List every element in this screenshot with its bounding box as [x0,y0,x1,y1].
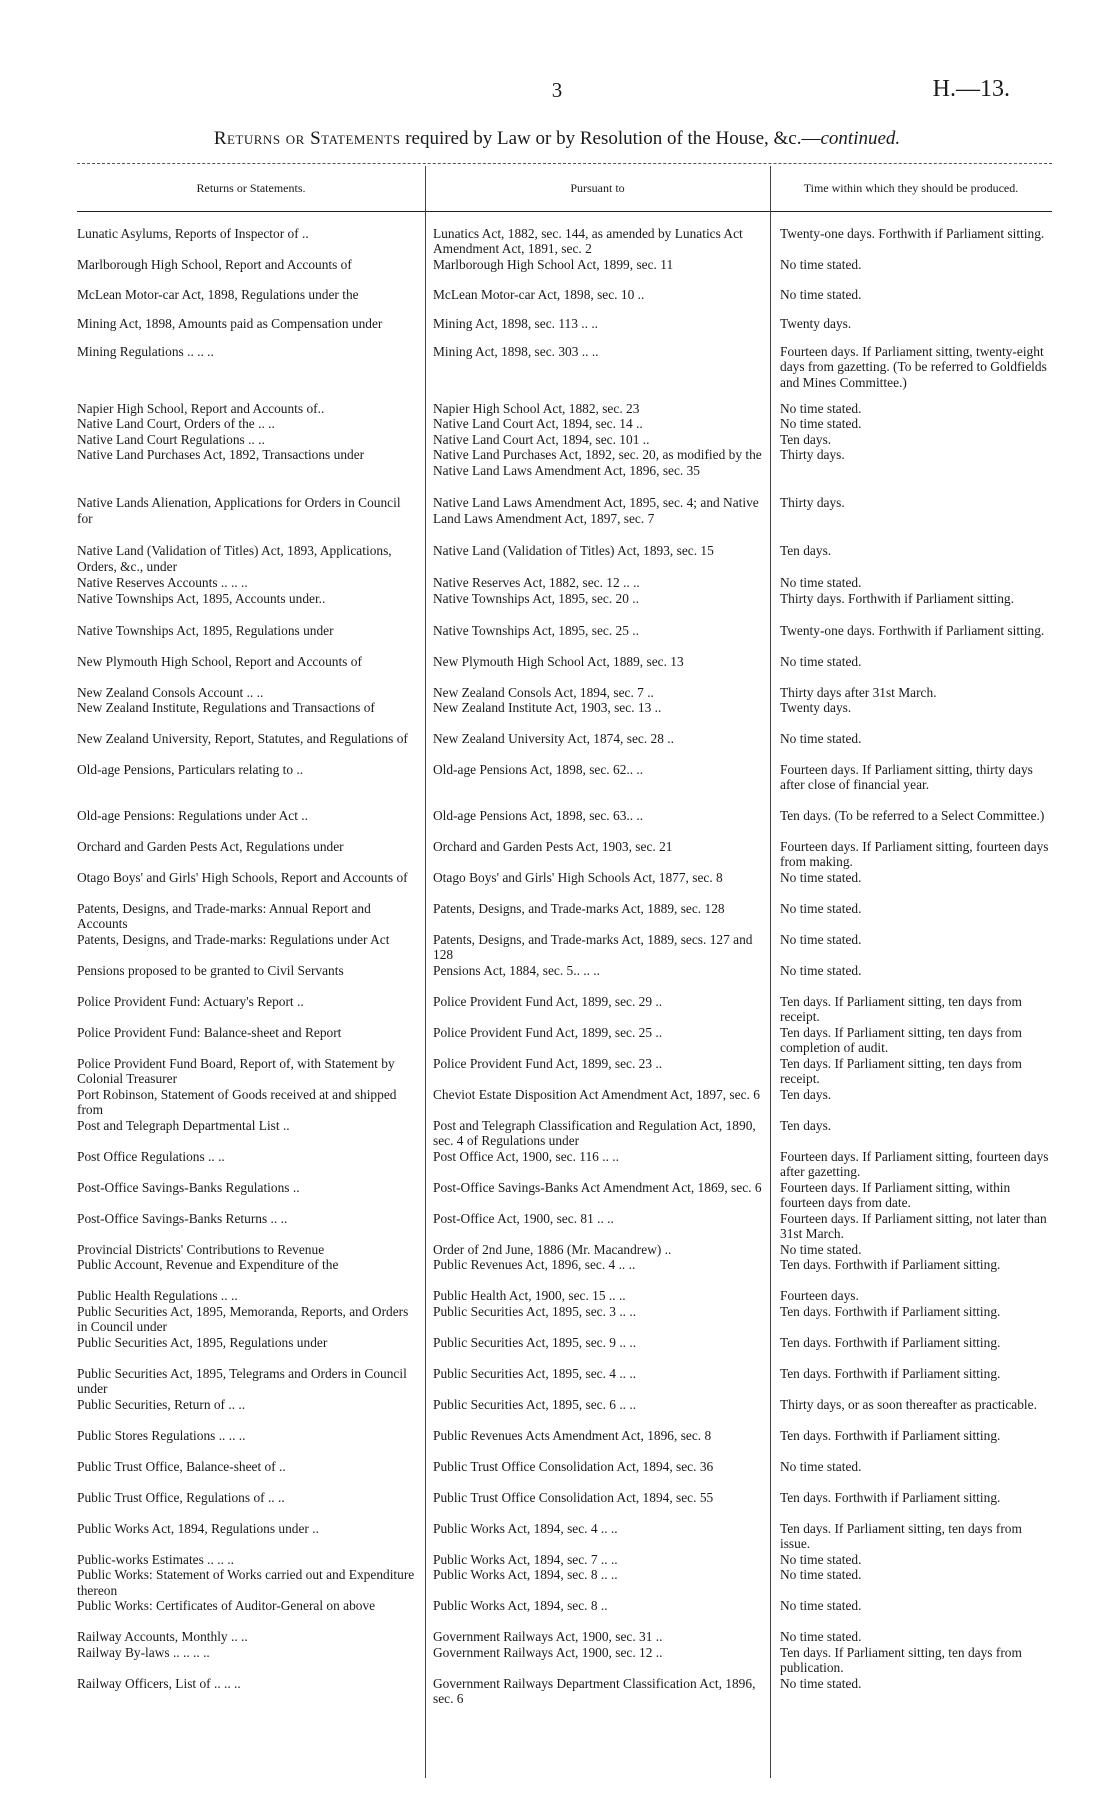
pursuant-cell: Old-age Pensions Act, 1898, sec. 62.. .. [433,762,644,778]
returns-cell: Public Trust Office, Regulations of .. .. [77,1489,285,1505]
time-cell: No time stated. [780,963,862,979]
pursuant-cell: Native Land Laws Amendment Act, 1895, sec. 4; and Native Land Laws Amendment Act, 1897, sec. 7 [433,495,759,526]
returns-cell: Public Securities Act, 1895, Regulations under [77,1334,328,1350]
time-cell: No time stated. [780,416,862,432]
time-cell: No time stated. [780,1675,862,1691]
pursuant-cell: New Zealand University Act, 1874, sec. 28 .. [433,731,674,747]
returns-cell: New Zealand University, Report, Statutes, and Regulations of [77,731,408,747]
table-row [77,1459,1052,1490]
time-cell: Ten days. If Parliament sitting, ten days from issue. [780,1520,1022,1552]
returns-cell: New Zealand Institute, Regulations and Transactions of [77,700,375,716]
time-cell: No time stated. [780,401,862,416]
page-number: 3 [551,78,563,102]
time-cell: No time stated. [780,870,862,886]
returns-cell: Railway Accounts, Monthly .. .. [77,1629,248,1645]
returns-cell: Old-age Pensions, Particulars relating to .. [77,762,304,778]
pursuant-cell: Native Land Court Act, 1894, sec. 101 .. [433,431,650,447]
time-cell: No time stated. [780,1598,862,1614]
table-row [77,401,1052,416]
table-row [77,1257,1052,1288]
pursuant-cell: Order of 2nd June, 1886 (Mr. Macandrew) .. [433,1242,672,1258]
pursuant-cell: Pensions Act, 1884, sec. 5.. .. .. [433,963,601,979]
pursuant-cell: Police Provident Fund Act, 1899, sec. 23 .. [433,1056,663,1072]
table-row [77,287,1052,316]
table-row [77,1056,1052,1087]
page-heading [0,128,1114,150]
pursuant-cell: Post and Telegraph Classification and Regulation Act, 1890, sec. 4 of Regulations under [433,1118,756,1149]
time-cell: Ten days. Forthwith if Parliament sitting. [780,1489,1001,1505]
returns-cell: Post Office Regulations .. .. [77,1149,225,1165]
pursuant-cell: Marlborough High School Act, 1899, sec. 11 [433,257,674,272]
table-row [77,591,1052,623]
time-cell: Ten days. (To be referred to a Select Committee.) [780,808,1045,824]
returns-cell: Railway By-laws .. .. .. .. [77,1644,210,1660]
table-row [77,1149,1052,1180]
returns-cell: New Plymouth High School, Report and Accounts of [77,653,362,669]
time-cell: Ten days. [780,1087,832,1103]
time-cell: Twenty-one days. Forthwith if Parliament sitting. [780,226,1045,241]
time-cell: No time stated. [780,1629,862,1645]
table-row [77,1304,1052,1335]
time-cell: Ten days. If Parliament sitting, ten days from receipt. [780,1056,1022,1087]
pursuant-cell: Post-Office Act, 1900, sec. 81 .. .. [433,1211,614,1227]
returns-cell: Native Land Purchases Act, 1892, Transactions under [77,447,365,463]
returns-cell: Native Townships Act, 1895, Accounts under.. [77,590,326,606]
pursuant-cell: Public Trust Office Consolidation Act, 1894, sec. 55 [433,1489,714,1505]
pursuant-cell: Native Land Court Act, 1894, sec. 14 .. [433,416,643,432]
time-cell: Ten days. Forthwith if Parliament sitting. [780,1427,1001,1443]
pursuant-cell: New Zealand Consols Act, 1894, sec. 7 .. [433,684,654,700]
returns-cell: Public Works: Statement of Works carried out and Expenditure thereon [77,1567,415,1598]
table-row [77,416,1052,431]
pursuant-cell: Government Railways Act, 1900, sec. 12 .. [433,1644,663,1660]
pursuant-cell: Public Securities Act, 1895, sec. 9 .. .. [433,1334,637,1350]
table-row [77,226,1052,257]
returns-cell: Railway Officers, List of .. .. .. [77,1675,241,1691]
returns-cell: Post-Office Savings-Banks Returns .. .. [77,1211,288,1227]
returns-cell: Mining Regulations .. .. .. [77,344,214,359]
table-row [77,1366,1052,1397]
table-row [77,963,1052,994]
pursuant-cell: Public Works Act, 1894, sec. 8 .. .. [433,1567,618,1583]
returns-cell: Police Provident Fund Board, Report of, with Statement by Colonial Treasurer [77,1056,395,1087]
pursuant-cell: Public Revenues Acts Amendment Act, 1896, sec. 8 [433,1427,712,1443]
returns-cell: Old-age Pensions: Regulations under Act .. [77,808,308,824]
time-cell: Ten days. Forthwith if Parliament sitting. [780,1334,1001,1350]
pursuant-cell: McLean Motor-car Act, 1898, sec. 10 .. [433,287,645,302]
pursuant-cell: Public Works Act, 1894, sec. 7 .. .. [433,1551,618,1567]
returns-cell: Public Works: Certificates of Auditor-General on above [77,1598,376,1614]
table-row [77,839,1052,870]
pursuant-cell: Public Securities Act, 1895, sec. 3 .. .. [433,1303,637,1319]
table-row [77,731,1052,762]
column-header-pursuant: Pursuant to [570,180,625,195]
returns-cell: Pensions proposed to be granted to Civil Servants [77,963,344,979]
returns-cell: Public-works Estimates .. .. .. [77,1551,234,1567]
time-cell: No time stated. [780,257,862,272]
column-header-time: Time within which they should be produced. [803,180,1019,195]
time-cell: Ten days. Forthwith if Parliament sitting. [780,1365,1001,1381]
pursuant-cell: Patents, Designs, and Trade-marks Act, 1889, secs. 127 and 128 [433,932,753,963]
time-cell: Thirty days. [780,495,845,511]
table-row [77,1211,1052,1242]
table-row [77,575,1052,590]
table-row [77,1629,1052,1644]
table-row [77,1521,1052,1552]
returns-cell: New Zealand Consols Account .. .. [77,684,264,700]
returns-cell: Public Works Act, 1894, Regulations under .. [77,1520,319,1536]
returns-cell: Native Land Court, Orders of the .. .. [77,416,275,432]
table-row [77,1180,1052,1211]
time-cell: Ten days. If Parliament sitting, ten days from publication. [780,1644,1022,1676]
table-row [77,1567,1052,1598]
table-row [77,344,1052,401]
returns-cell: Native Land Court Regulations .. .. [77,431,265,447]
returns-cell: Public Trust Office, Balance-sheet of .. [77,1458,286,1474]
returns-cell: Marlborough High School, Report and Accounts of [77,257,352,272]
header-rule-top [77,163,1052,164]
table-row [77,1676,1052,1707]
pursuant-cell: Lunatics Act, 1882, sec. 144, as amended by Lunatics Act Amendment Act, 1891, sec. 2 [433,226,743,257]
pursuant-cell: Orchard and Garden Pests Act, 1903, sec. 21 [433,839,673,855]
table-row [77,1118,1052,1149]
time-cell: No time stated. [780,653,862,669]
returns-cell: Public Stores Regulations .. .. .. [77,1427,246,1443]
pursuant-cell: Public Health Act, 1900, sec. 15 .. .. [433,1288,626,1304]
table-row [77,447,1052,495]
time-cell: Ten days. If Parliament sitting, ten days from receipt. [780,994,1022,1025]
returns-cell: Otago Boys' and Girls' High Schools, Report and Accounts of [77,870,408,886]
pursuant-cell: Native Townships Act, 1895, sec. 20 .. [433,590,639,606]
time-cell: Fourteen days. [780,1288,859,1304]
table-row [77,1645,1052,1676]
returns-cell: Patents, Designs, and Trade-marks: Regulations under Act [77,932,390,948]
table-row [77,257,1052,287]
returns-cell: Police Provident Fund: Balance-sheet and Report [77,1025,342,1041]
time-cell: Ten days. Forthwith if Parliament sitting. [780,1303,1001,1319]
heading-middle: required by Law or by Resolution of the House, &c.— [405,128,821,149]
pursuant-cell: Old-age Pensions Act, 1898, sec. 63.. .. [433,808,644,824]
returns-cell: Orchard and Garden Pests Act, Regulations under [77,839,344,855]
pursuant-cell: Mining Act, 1898, sec. 303 .. .. [433,344,599,359]
table-row [77,685,1052,700]
pursuant-cell: Government Railways Department Classification Act, 1896, sec. 6 [433,1675,756,1707]
time-cell: No time stated. [780,901,862,917]
returns-cell: Napier High School, Report and Accounts of.. [77,401,325,416]
table-row [77,994,1052,1025]
pursuant-cell: New Zealand Institute Act, 1903, sec. 13 .. [433,700,662,716]
time-cell: Ten days. [780,431,832,447]
returns-cell: Public Health Regulations .. .. [77,1288,238,1304]
pursuant-cell: Native Land Purchases Act, 1892, sec. 20, as modified by the Native Land Laws Amendment Act, 1896, sec. 35 [433,447,762,478]
time-cell: Fourteen days. If Parliament sitting, fourteen days from making. [780,839,1049,870]
returns-table [77,226,1052,1707]
time-cell: No time stated. [780,575,862,591]
pursuant-cell: New Plymouth High School Act, 1889, sec. 13 [433,653,684,669]
table-row [77,1397,1052,1428]
time-cell: Ten days. If Parliament sitting, ten days from completion of audit. [780,1025,1022,1056]
table-row [77,316,1052,344]
pursuant-cell: Police Provident Fund Act, 1899, sec. 25 .. [433,1025,663,1041]
table-row [77,543,1052,575]
time-cell: Ten days. [780,543,832,559]
table-row [77,700,1052,731]
returns-cell: Police Provident Fund: Actuary's Report .. [77,994,304,1010]
time-cell: Fourteen days. If Parliament sitting, not later than 31st March. [780,1211,1047,1242]
pursuant-cell: Public Works Act, 1894, sec. 8 .. [433,1598,608,1614]
time-cell: Ten days. [780,1118,832,1134]
pursuant-cell: Native Townships Act, 1895, sec. 25 .. [433,622,639,638]
pursuant-cell: Police Provident Fund Act, 1899, sec. 29 .. [433,994,663,1010]
table-row [77,654,1052,685]
returns-cell: Post-Office Savings-Banks Regulations .. [77,1180,300,1196]
table-row [77,1428,1052,1459]
time-cell: Twenty days. [780,700,852,716]
table-row [77,1598,1052,1629]
returns-cell: McLean Motor-car Act, 1898, Regulations under the [77,287,359,302]
table-row [77,1025,1052,1056]
time-cell: No time stated. [780,932,862,948]
time-cell: No time stated. [780,287,862,302]
returns-cell: Post and Telegraph Departmental List .. [77,1118,290,1134]
time-cell: Ten days. Forthwith if Parliament sitting. [780,1257,1001,1273]
time-cell: No time stated. [780,1567,862,1583]
pursuant-cell: Otago Boys' and Girls' High Schools Act, 1877, sec. 8 [433,870,723,886]
returns-cell: Public Securities Act, 1895, Telegrams and Orders in Council under [77,1365,407,1397]
returns-cell: Provincial Districts' Contributions to Revenue [77,1242,325,1258]
returns-cell: Native Townships Act, 1895, Regulations under [77,622,334,638]
table-row [77,1242,1052,1257]
table-row [77,1087,1052,1118]
time-cell: Thirty days after 31st March. [780,684,937,700]
time-cell: No time stated. [780,1551,862,1567]
pursuant-cell: Post Office Act, 1900, sec. 116 .. .. [433,1149,619,1165]
pursuant-cell: Public Securities Act, 1895, sec. 4 .. .. [433,1365,637,1381]
pursuant-cell: Government Railways Act, 1900, sec. 31 .. [433,1629,663,1645]
document-code: H.—13. [932,76,1010,102]
pursuant-cell: Public Securities Act, 1895, sec. 6 .. .. [433,1396,637,1412]
pursuant-cell: Patents, Designs, and Trade-marks Act, 1889, sec. 128 [433,901,725,917]
table-row [77,762,1052,808]
pursuant-cell: Native Land (Validation of Titles) Act, 1893, sec. 15 [433,543,714,559]
pursuant-cell: Post-Office Savings-Banks Act Amendment Act, 1869, sec. 6 [433,1180,762,1196]
time-cell: No time stated. [780,731,862,747]
heading-suffix: continued. [820,128,901,149]
header-rule-bottom [77,211,1052,212]
table-row [77,1552,1052,1567]
returns-cell: Public Securities, Return of .. .. [77,1396,246,1412]
pursuant-cell: Mining Act, 1898, sec. 113 .. .. [433,316,599,331]
pursuant-cell: Public Works Act, 1894, sec. 4 .. .. [433,1520,618,1536]
table-row [77,432,1052,447]
returns-cell: Native Reserves Accounts .. .. .. [77,575,248,591]
table-row [77,870,1052,901]
pursuant-cell: Cheviot Estate Disposition Act Amendment Act, 1897, sec. 6 [433,1087,760,1103]
time-cell: Thirty days. [780,447,845,463]
time-cell: Fourteen days. If Parliament sitting, within fourteen days from date. [780,1180,1011,1211]
table-row [77,932,1052,963]
table-row [77,808,1052,839]
pursuant-cell: Native Reserves Act, 1882, sec. 12 .. .. [433,575,640,591]
returns-cell: Public Account, Revenue and Expenditure of the [77,1257,339,1273]
returns-cell: Patents, Designs, and Trade-marks: Annual Report and Accounts [77,901,371,932]
table-row [77,901,1052,932]
table-row [77,1335,1052,1366]
time-cell: Twenty days. [780,316,852,331]
time-cell: Fourteen days. If Parliament sitting, thirty days after close of financial year. [780,762,1033,793]
pursuant-cell: Public Revenues Act, 1896, sec. 4 .. .. [433,1257,636,1273]
column-header-returns: Returns or Statements. [196,180,306,195]
time-cell: Fourteen days. If Parliament sitting, twenty-eight days from gazetting. (To be referred to Goldfields and Mines Committee.) [780,344,1047,390]
returns-cell: Mining Act, 1898, Amounts paid as Compensation under [77,316,383,331]
returns-cell: Native Lands Alienation, Applications for Orders in Council for [77,495,401,526]
time-cell: Thirty days, or as soon thereafter as practicable. [780,1396,1037,1412]
table-row [77,1490,1052,1521]
pursuant-cell: Napier High School Act, 1882, sec. 23 [433,401,640,416]
returns-cell: Native Land (Validation of Titles) Act, 1893, Applications, Orders, &c., under [77,543,392,574]
table-row [77,495,1052,543]
heading-prefix: Returns or Statements [213,128,401,149]
returns-cell: Port Robinson, Statement of Goods received at and shipped from [77,1087,397,1118]
time-cell: No time stated. [780,1242,862,1258]
returns-cell: Lunatic Asylums, Reports of Inspector of .. [77,226,309,241]
returns-cell: Public Securities Act, 1895, Memoranda, Reports, and Orders in Council under [77,1303,409,1335]
table-row [77,623,1052,654]
pursuant-cell: Public Trust Office Consolidation Act, 1894, sec. 36 [433,1458,714,1474]
time-cell: Fourteen days. If Parliament sitting, fourteen days after gazetting. [780,1149,1049,1180]
time-cell: Twenty-one days. Forthwith if Parliament sitting. [780,622,1045,638]
table-row [77,1288,1052,1303]
time-cell: Thirty days. Forthwith if Parliament sitting. [780,590,1014,606]
time-cell: No time stated. [780,1458,862,1474]
